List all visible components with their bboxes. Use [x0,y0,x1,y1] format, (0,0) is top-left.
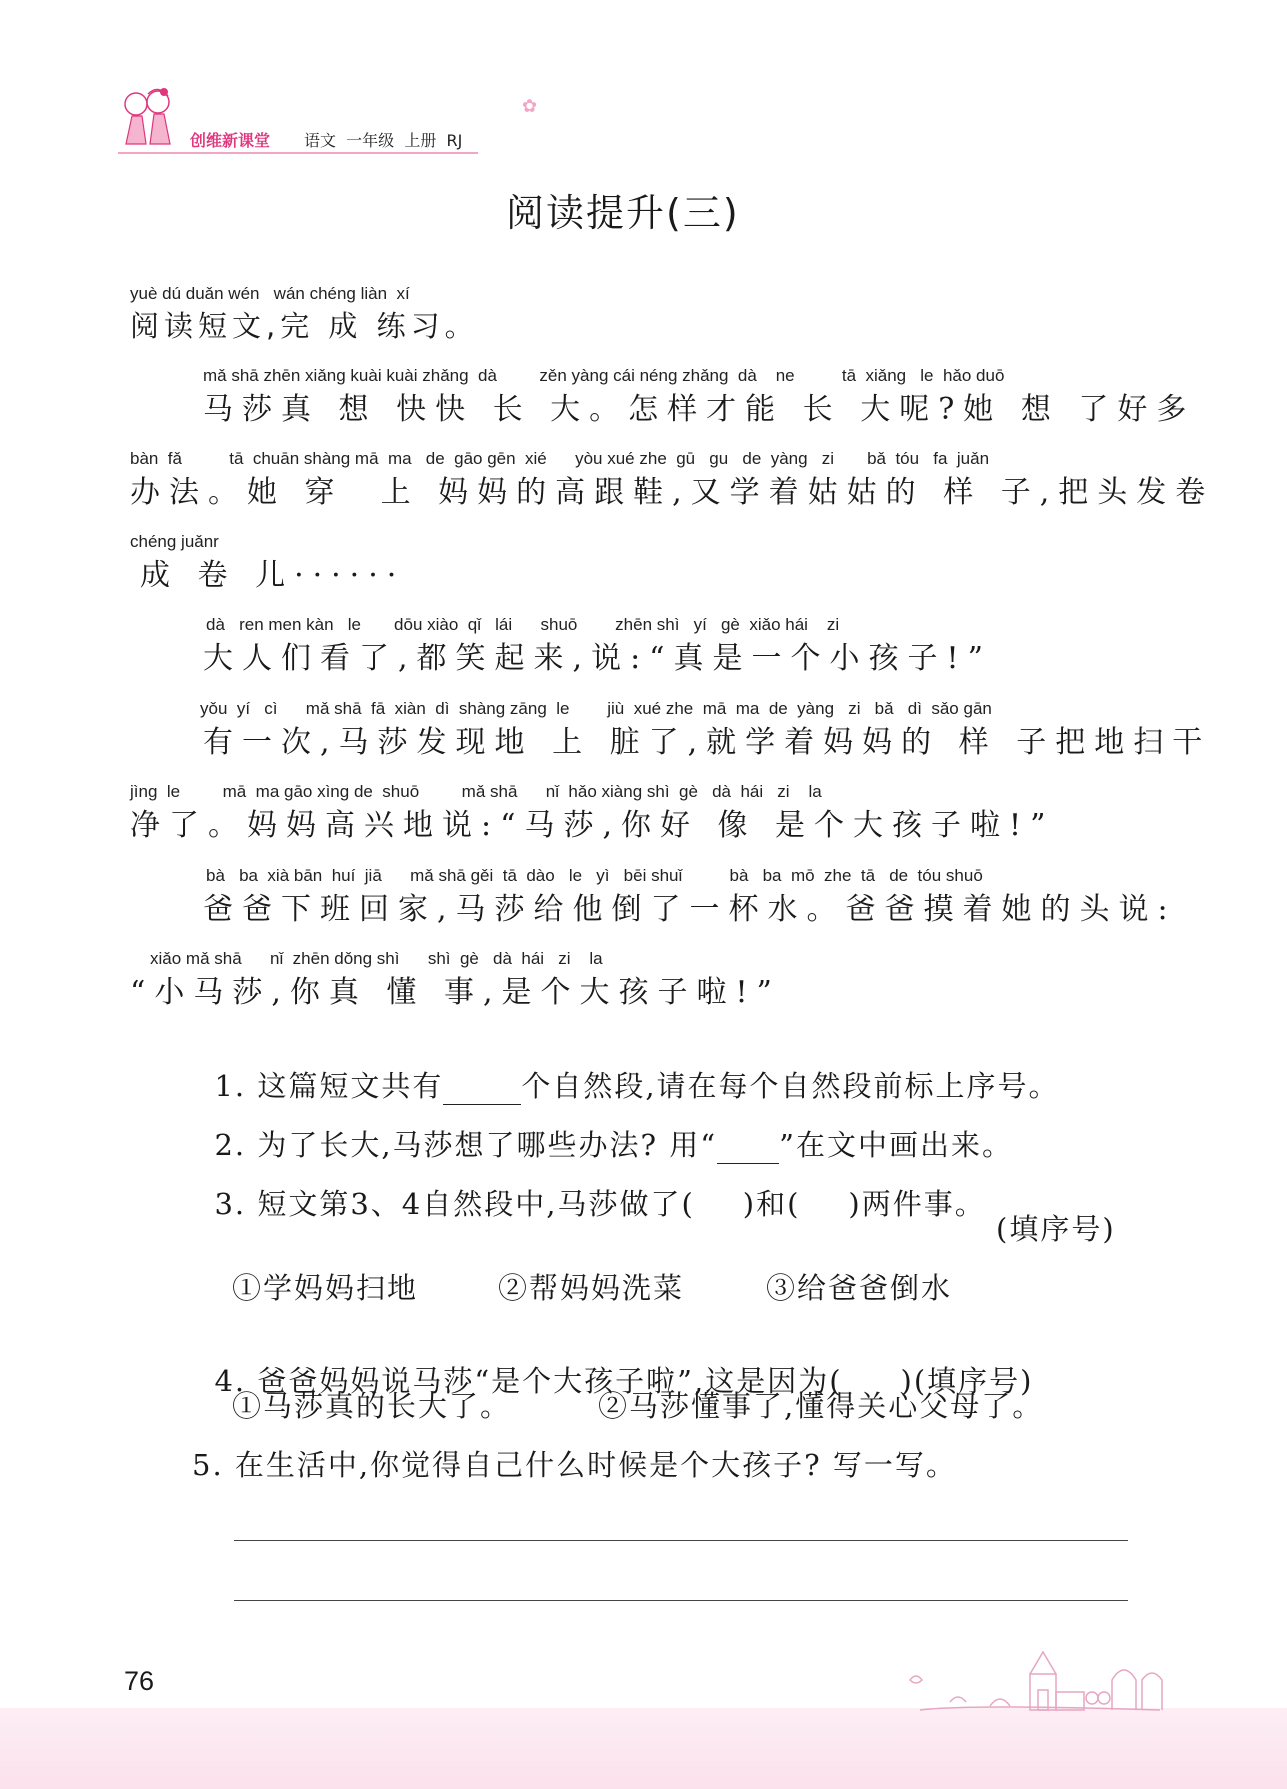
passage-pinyin-1: mǎ shā zhēn xiǎng kuài kuài zhǎng dà zěn yàng cái néng zhǎng dà ne tā xiǎng le hǎo duō [203,366,1005,385]
question-3-option-1: ①学妈妈扫地 [232,1271,419,1305]
header-logo-kids-icon [118,84,178,154]
footer-band [0,1708,1287,1789]
book-info: 语文 一年级 上册 RJ [304,131,463,150]
passage-pinyin-2: bàn fǎ tā chuān shàng mā ma de gāo gēn xié yòu xué zhe gū gu de yàng zi bǎ tóu fa juǎn [130,449,990,468]
question-4-text-b: )(填序号) [900,1364,1034,1398]
passage-pinyin-7: bà ba xià bān huí jiā mǎ shā gěi tā dào le yì bēi shuǐ bà ba mō zhe tā de tóu shuō [206,866,983,885]
page-title: 阅读提升(三) [506,191,740,235]
question-3-text-c: )两件事。 [848,1187,986,1221]
passage-line-4: 大人们看了,都笑起来,说:“真是一个小孩子!” [203,641,992,676]
answer-line-1[interactable] [234,1540,1128,1541]
passage-line-3: 成 卷 儿······ [140,558,406,593]
question-3-note: (填序号) [996,1212,1116,1246]
question-3-text-a: 3. 短文第3、4自然段中,马莎做了( [214,1187,695,1221]
question-3-option-3: ③给爸爸倒水 [766,1271,953,1305]
passage-pinyin-5: yǒu yí cì mǎ shā fā xiàn dì shàng zāng le jiù xué zhe mā ma de yàng zi bǎ dì sǎo gān [200,699,992,718]
question-4-text-a: 4. 爸爸妈妈说马莎“是个大孩子啦”,这是因为( [214,1364,843,1398]
instruction-pinyin: yuè dú duǎn wén wán chéng liàn xí [130,284,410,303]
passage-line-6: 净了。妈妈高兴地说:“马莎,你好 像 是个大孩子啦!” [130,808,1055,843]
question-4-option-2: ②马莎懂事了,懂得关心父母了。 [598,1389,1044,1423]
question-5: 5. 在生活中,你觉得自己什么时候是个大孩子? 写一写。 [192,1448,957,1482]
question-4-option-1: ①马莎真的长大了。 [232,1389,512,1423]
question-3-text-b: )和( [742,1187,801,1221]
question-3-option-2: ②帮妈妈洗菜 [498,1271,685,1305]
question-1-text-a: 1. 这篇短文共有 [214,1069,444,1103]
question-2-text-a: 2. 为了长大,马莎想了哪些办法? 用“ [214,1128,718,1162]
passage-pinyin-3: chéng juǎnr [130,532,219,551]
question-1-text-b: 个自然段,请在每个自然段前标上序号。 [521,1069,1060,1103]
question-3 [192,1148,986,1223]
castle-decoration-icon [880,1640,1170,1716]
passage-line-8: “小马莎,你真 懂 事,是个大孩子啦!” [130,975,781,1010]
series-name: 创维新课堂 [190,131,271,150]
instruction: 阅读短文,完 成 练习。 [130,309,479,343]
butterfly-icon: ✿ [522,96,538,117]
answer-line-2[interactable] [234,1600,1128,1601]
question-2-text-b: ”在文中画出来。 [779,1128,1013,1162]
passage-line-2: 办法。她 穿 上 妈妈的高跟鞋,又学着姑姑的 样 子,把头发卷 [130,475,1215,510]
passage-line-7: 爸爸下班回家,马莎给他倒了一杯水。爸爸摸着她的头说: [203,892,1177,927]
passage-line-5: 有一次,马莎发现地 上 脏了,就学着妈妈的 样 子把地扫干 [203,725,1212,760]
passage-pinyin-6: jìng le mā ma gāo xìng de shuō mǎ shā nǐ hǎo xiàng shì gè dà hái zi la [130,782,822,801]
passage-pinyin-4: dà ren men kàn le dōu xiào qǐ lái shuō zhēn shì yí gè xiǎo hái zi [206,615,840,634]
passage-line-1: 马莎真 想 快快 长 大。怎样才能 长 大呢?她 想 了好多 [203,392,1196,427]
page-number: 76 [124,1666,155,1696]
header-underline [118,152,478,154]
passage-pinyin-8: xiǎo mǎ shā nǐ zhēn dǒng shì shì gè dà hái zi la [150,949,603,968]
